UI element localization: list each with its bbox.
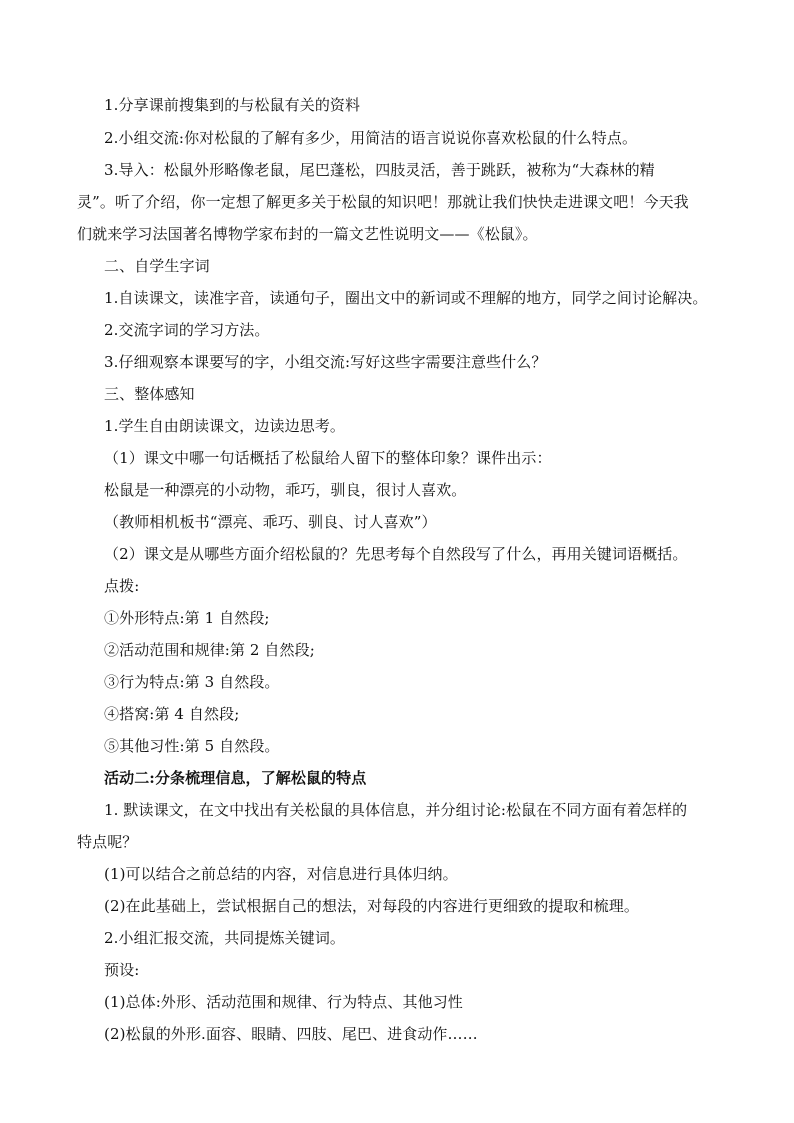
paragraph-line: （教师相机板书“漂亮、乖巧、驯良、讨人喜欢”） (104, 513, 437, 531)
paragraph-line: 预设: (104, 961, 140, 979)
paragraph-line: 1. 默读课文，在文中找出有关松鼠的具体信息，并分组讨论:松鼠在不同方面有着怎样的 (104, 801, 688, 819)
paragraph-line: 3.仔细观察本课要写的字，小组交流:写好这些字需要注意些什么？ (104, 353, 547, 371)
paragraph-line: 2.小组交流:你对松鼠的了解有多少，用简洁的语言说说你喜欢松鼠的什么特点。 (104, 129, 638, 147)
section-heading: 二、自学生字词 (104, 257, 210, 275)
paragraph-line: (1)可以结合之前总结的内容，对信息进行具体归纳。 (104, 865, 458, 883)
paragraph-line: (1)总体:外形、活动范围和规律、行为特点、其他习性 (104, 993, 463, 1011)
list-item: ①外形特点:第 1 自然段; (104, 609, 270, 627)
paragraph-line: 3.导入：松鼠外形略像老鼠，尾巴蓬松，四肢灵活，善于跳跃，被称为“大森林的精 (104, 161, 655, 179)
paragraph-line: （1）课文中哪一句话概括了松鼠给人留下的整体印象？课件出示： (104, 449, 552, 467)
list-item: ⑤其他习性:第 5 自然段。 (104, 737, 280, 755)
paragraph-line: 灵”。听了介绍，你一定想了解更多关于松鼠的知识吧！那就让我们快快走进课文吧！今天我 (77, 193, 689, 211)
list-item: ④搭窝:第 4 自然段; (104, 705, 240, 723)
list-item: ③行为特点:第 3 自然段。 (104, 673, 280, 691)
paragraph-line: 点拨: (104, 577, 140, 595)
paragraph-line: (2)在此基础上，尝试根据自己的想法，对每段的内容进行更细致的提取和梳理。 (104, 897, 639, 915)
paragraph-line: 松鼠是一种漂亮的小动物，乖巧，驯良，很讨人喜欢。 (104, 481, 467, 499)
paragraph-line: 1.自读课文，读准字音，读通句子，圈出文中的新词或不理解的地方，同学之间讨论解决。 (104, 289, 708, 307)
paragraph-line: 们就来学习法国著名博物学家布封的一篇文艺性说明文——《松鼠》。 (77, 225, 538, 243)
paragraph-line: 1.分享课前搜集到的与松鼠有关的资料 (104, 96, 361, 114)
list-item: ②活动范围和规律:第 2 自然段; (104, 641, 315, 659)
paragraph-line: （2）课文是从哪些方面介绍松鼠的？先思考每个自然段写了什么，再用关键词语概括。 (104, 545, 688, 563)
paragraph-line: (2)松鼠的外形.面容、眼睛、四肢、尾巴、进食动作…… (104, 1025, 478, 1043)
paragraph-line: 2.交流字词的学习方法。 (104, 321, 270, 339)
paragraph-line: 特点呢？ (77, 833, 138, 851)
paragraph-line: 2.小组汇报交流，共同提炼关键词。 (104, 929, 346, 947)
paragraph-line: 1.学生自由朗读课文，边读边思考。 (104, 417, 346, 435)
section-heading: 三、整体感知 (104, 385, 195, 403)
activity-heading: 活动二:分条梳理信息，了解松鼠的特点 (104, 769, 367, 787)
